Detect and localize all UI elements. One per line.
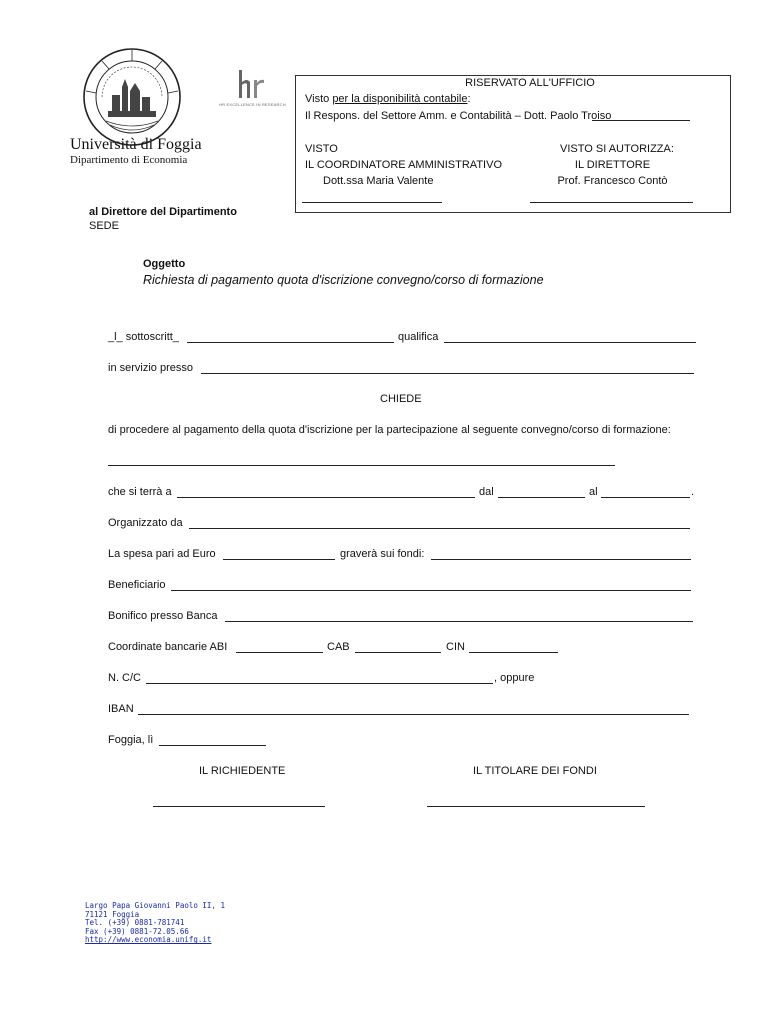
gravera-label: graverà sui fondi: (340, 548, 425, 560)
footer-tel: Tel. (+39) 0881-781741 (85, 918, 185, 928)
office-right-role: IL DIRETTORE (574, 159, 651, 171)
addressee-line-1: al Direttore del Dipartimento (89, 206, 237, 218)
qualifica-label: qualifica (398, 331, 439, 343)
footer-fax: Fax (+39) 0881-72.05.66 (85, 926, 189, 936)
office-left-name: Dott.ssa Maria Valente (323, 175, 434, 187)
titolare-signature-line[interactable] (427, 806, 645, 807)
footer-address: Largo Papa Giovanni Paolo II, 1 (85, 901, 225, 910)
sottoscritto-label: _l_ sottoscritt_ (108, 331, 179, 343)
terra-field[interactable] (177, 497, 475, 498)
addressee-line-2: SEDE (89, 220, 119, 232)
cin-label: CIN (446, 641, 465, 653)
spesa-label: La spesa pari ad Euro (108, 548, 216, 560)
procedere-text: di procedere al pagamento della quota d'iscrizione per la partecipazione al seguente convegno/corso di formazione: (108, 424, 671, 436)
chiede-heading: CHIEDE (380, 393, 422, 405)
coordinator-signature-line (302, 202, 442, 203)
iban-field[interactable] (138, 714, 689, 715)
visto-suffix: : (467, 93, 471, 105)
dal-label: dal (479, 486, 494, 498)
respons-signature-line (592, 120, 690, 121)
al-label: al (589, 486, 598, 498)
hr-excellence-logo (233, 68, 267, 100)
terra-label: che si terrà a (108, 486, 172, 498)
richiedente-label: IL RICHIEDENTE (199, 765, 286, 777)
abi-field[interactable] (236, 652, 323, 653)
cin-field[interactable] (469, 652, 558, 653)
office-box-title: RISERVATO ALL'UFFICIO (465, 77, 595, 89)
office-left-label: VISTO (305, 143, 338, 155)
bonifico-field[interactable] (225, 621, 693, 622)
subject-label: Oggetto (143, 258, 186, 270)
date-period: . (691, 486, 695, 498)
ncc-field[interactable] (146, 683, 493, 684)
beneficiario-field[interactable] (171, 590, 691, 591)
university-seal-logo (82, 47, 182, 147)
office-visto-line (305, 93, 471, 106)
footer-website-link[interactable]: http://www.economia.unifg.it (85, 935, 212, 945)
office-left-role: IL COORDINATORE AMMINISTRATIVO (305, 159, 503, 171)
office-right-label: VISTO SI AUTORIZZA: (560, 143, 674, 155)
foggia-date-label: Foggia, lì (108, 734, 154, 746)
director-signature-line (530, 202, 693, 203)
fondi-field[interactable] (431, 559, 691, 560)
richiedente-signature-line[interactable] (153, 806, 325, 807)
oppure-label: , oppure (494, 672, 535, 684)
servizio-field[interactable] (201, 373, 694, 374)
visto-underlined: per la disponibilità contabile (332, 93, 468, 105)
spesa-field[interactable] (223, 559, 335, 560)
servizio-label: in servizio presso (108, 362, 193, 374)
qualifica-field[interactable] (444, 342, 696, 343)
convegno-field[interactable] (108, 465, 615, 466)
hr-excellence-caption: HR EXCELLENCE IN RESEARCH (219, 102, 286, 107)
footer-city: 71121 Foggia (85, 909, 140, 919)
date-field[interactable] (159, 745, 266, 746)
ncc-label: N. C/C (108, 672, 141, 684)
beneficiario-label: Beneficiario (108, 579, 166, 591)
office-right-name: Prof. Francesco Contò (557, 175, 668, 187)
university-name: Università di Foggia (70, 136, 202, 153)
office-respons-line: Il Respons. del Settore Amm. e Contabilità – Dott. Paolo Troiso (305, 110, 612, 122)
al-field[interactable] (601, 497, 690, 498)
bonifico-label: Bonifico presso Banca (108, 610, 218, 622)
visto-prefix: Visto (305, 93, 333, 105)
department-name: Dipartimento di Economia (70, 154, 188, 166)
footer-contacts (85, 902, 225, 945)
cab-field[interactable] (355, 652, 441, 653)
iban-label: IBAN (108, 703, 134, 715)
titolare-label: IL TITOLARE DEI FONDI (473, 765, 597, 777)
dal-field[interactable] (498, 497, 585, 498)
cab-label: CAB (327, 641, 350, 653)
subject-text: Richiesta di pagamento quota d'iscrizione convegno/corso di formazione (143, 273, 544, 287)
organizzato-label: Organizzato da (108, 517, 183, 529)
sottoscritto-field[interactable] (187, 342, 394, 343)
organizzato-field[interactable] (189, 528, 690, 529)
abi-label: Coordinate bancarie ABI (108, 641, 228, 653)
